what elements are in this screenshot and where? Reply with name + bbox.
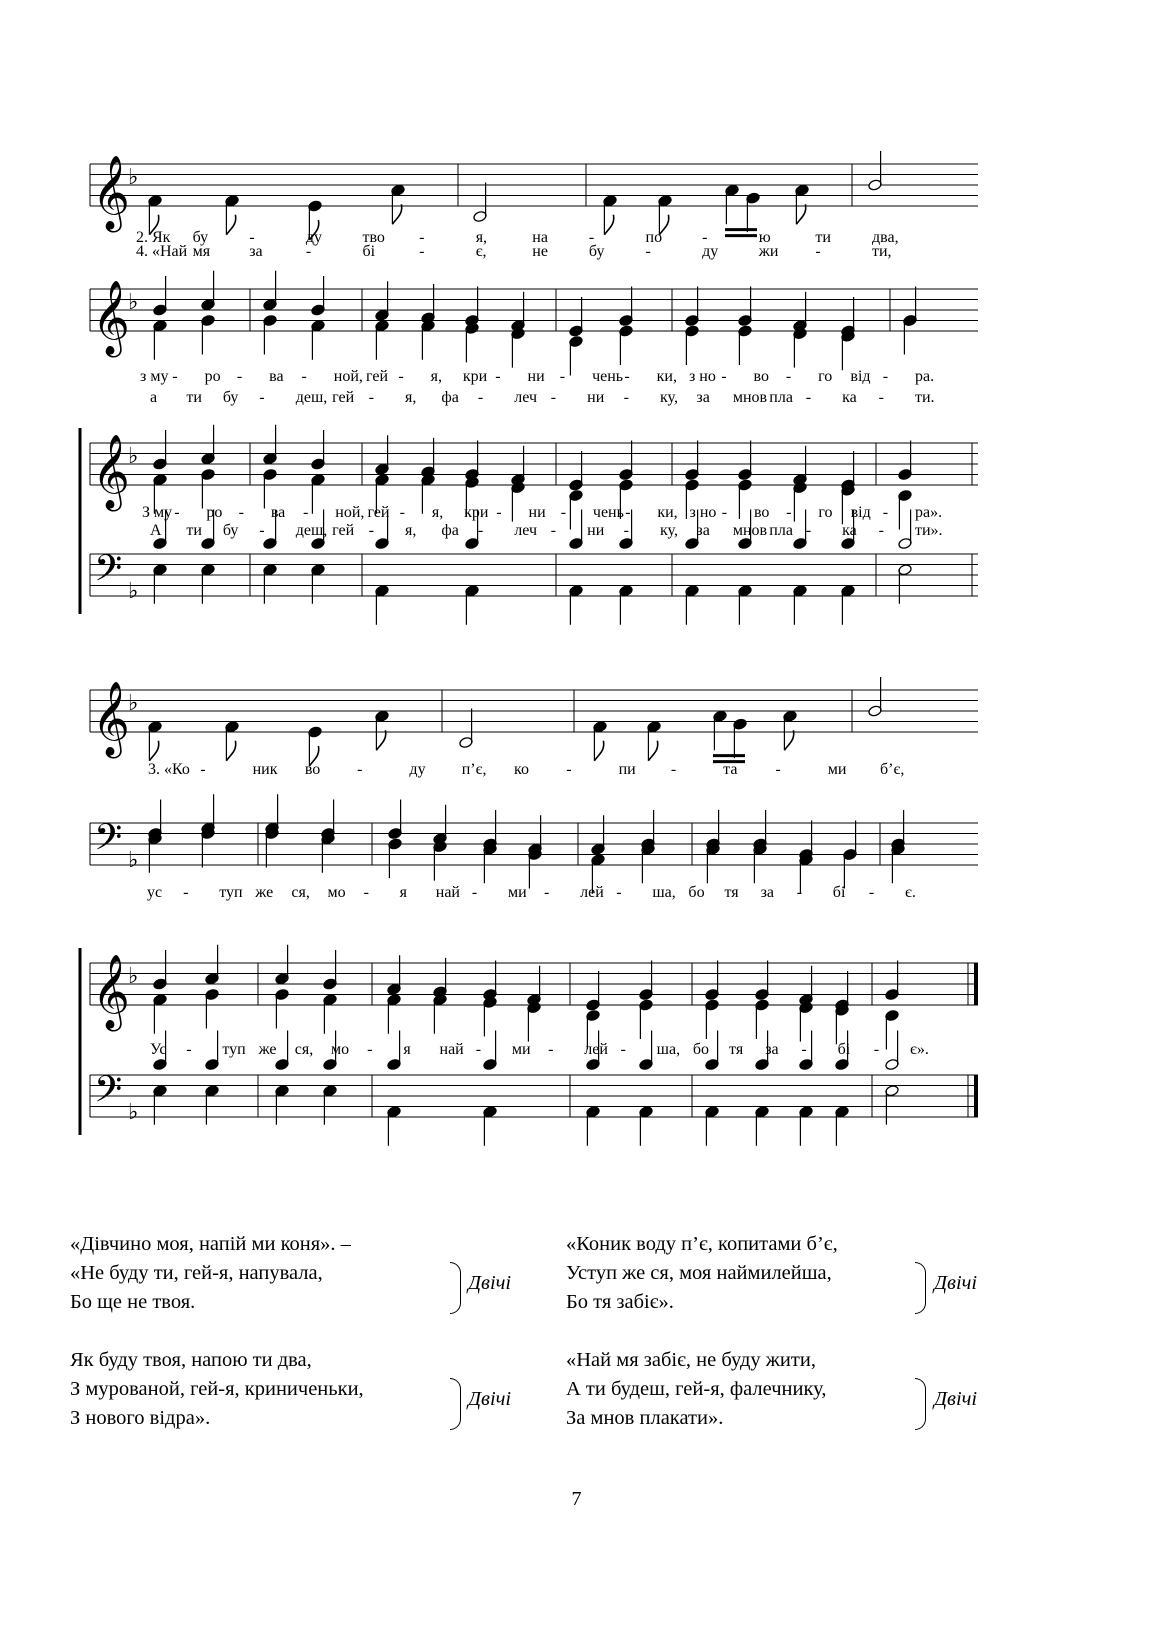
final-barline	[974, 1075, 978, 1117]
lyric-syllable: най	[439, 1041, 464, 1058]
lyric-syllable: ра.	[915, 368, 935, 385]
lyric-syllable: -	[786, 504, 792, 521]
verse-line: «Коник воду п’є, копитами б’є,	[566, 1233, 838, 1255]
lyric-syllable: -	[305, 243, 312, 260]
lyric-line	[150, 389, 935, 406]
lyric-syllable: ти.	[915, 389, 935, 406]
lyric-syllable: мнов	[732, 389, 768, 406]
repeat-label: Двічі	[934, 1388, 978, 1410]
lyric-syllable: від	[850, 368, 871, 385]
lyric-syllable: ду	[305, 229, 322, 246]
lyric-syllable: кри	[462, 368, 488, 385]
lyric-syllable: -	[805, 389, 812, 406]
lyric-syllable: -	[868, 884, 875, 901]
lyric-syllable: -	[475, 1041, 482, 1058]
lyric-syllable: туп	[219, 884, 243, 901]
lyric-line	[140, 368, 934, 385]
lyric-syllable: -	[645, 243, 651, 260]
lyric-syllable: -	[495, 368, 501, 385]
lyric-syllable: бі	[362, 243, 376, 260]
treble-clef-icon: 𝄞	[92, 281, 130, 355]
beam	[725, 228, 757, 231]
repeat-brace	[450, 1378, 461, 1430]
lyric-syllable: ной,	[333, 368, 363, 385]
lyric-syllable: я,	[475, 229, 488, 246]
lyric-syllable: деш,	[295, 389, 328, 406]
lyric-syllable: ни	[587, 389, 605, 406]
lyric-syllable: ва	[270, 504, 286, 521]
lyric-syllable: -	[368, 522, 374, 539]
lyric-syllable: ни	[528, 504, 546, 521]
lyric-syllable: -	[878, 389, 884, 406]
lyric-syllable: 4. «Най	[136, 243, 188, 260]
lyric-syllable: -	[548, 1041, 554, 1058]
lyric-syllable: я,	[431, 504, 444, 521]
lyric-syllable: -	[236, 368, 243, 385]
lyric-syllable: во	[753, 368, 769, 385]
lyric-syllable: же	[255, 884, 274, 901]
lyric-syllable: -	[624, 368, 630, 385]
lyric-syllable: -	[588, 229, 595, 246]
lyric-syllable: -	[471, 884, 478, 901]
verse-line: «Не буду ти, гей-я, напувала,	[70, 1262, 323, 1284]
lyric-syllable: ти».	[915, 522, 943, 539]
lyric-syllable: Ус	[150, 1041, 167, 1058]
lyric-syllable: ка	[842, 389, 857, 406]
beam	[725, 234, 757, 237]
lyric-syllable: -	[882, 368, 889, 385]
verse-line: Бо тя забіє».	[566, 1291, 674, 1313]
lyric-syllable: я,	[405, 522, 417, 539]
lyric-syllable: -	[670, 761, 677, 778]
verse-2	[70, 1346, 364, 1433]
lyric-syllable: -	[363, 884, 369, 901]
lyric-syllable: а	[150, 389, 158, 406]
lyric-syllable: же	[258, 1041, 277, 1058]
flat-sign-icon: ♭	[128, 964, 139, 989]
lyric-syllable: -	[815, 243, 821, 260]
lyric-line	[136, 243, 892, 260]
lyric-syllable: ти,	[872, 243, 892, 260]
page-number: 7	[571, 1488, 582, 1510]
lyric-syllable: во	[304, 761, 321, 778]
lyric-line	[148, 761, 904, 778]
lyric-syllable: тя	[724, 884, 739, 901]
lyric-syllable: леч	[514, 389, 538, 406]
staff	[90, 151, 978, 240]
lyric-syllable: за	[696, 389, 710, 406]
flat-sign-icon: ♭	[128, 444, 139, 469]
lyric-syllable: два,	[872, 229, 899, 246]
lyric-syllable: -	[721, 504, 728, 521]
lyric-syllable: пи	[618, 761, 636, 778]
lyric-syllable: -	[785, 368, 792, 385]
flat-sign-icon: ♭	[128, 165, 139, 190]
lyric-syllable: -	[303, 504, 309, 521]
lyric-syllable: гей	[332, 389, 355, 406]
lyric-syllable: З му	[142, 504, 173, 521]
lyric-syllable: -	[721, 368, 727, 385]
lyric-syllable: не	[532, 243, 548, 260]
lyric-syllable: ми	[507, 884, 527, 901]
lyric-syllable: бі	[837, 1041, 851, 1058]
lyric-syllable: -	[357, 761, 363, 778]
lyric-syllable: ник	[252, 761, 278, 778]
lyric-syllable: ку,	[660, 389, 678, 406]
lyric-syllable: -	[801, 1041, 807, 1058]
repeat-label: Двічі	[468, 1272, 512, 1294]
note-flag	[784, 730, 793, 750]
verse-line: З мурованой, гей-я, криниченьки,	[70, 1378, 364, 1400]
note-flag	[149, 741, 158, 761]
lyric-syllable: ро	[206, 504, 223, 521]
lyric-syllable: -	[702, 229, 708, 246]
lyric-syllable: го	[818, 504, 833, 521]
repeat-brace	[915, 1262, 926, 1314]
lyric-syllable: деш,	[295, 522, 328, 539]
note-flag	[392, 204, 401, 224]
lyric-syllable: мнов	[732, 522, 768, 539]
note-flag	[604, 215, 613, 235]
lyric-syllable: -	[419, 229, 425, 246]
lyric-syllable: -	[367, 1041, 373, 1058]
lyric-syllable: бу	[222, 389, 239, 406]
lyric-syllable: з но	[688, 368, 716, 385]
lyric-syllable: я	[403, 1041, 411, 1058]
verse-line: «Дівчино моя, напій ми коня». –	[70, 1233, 351, 1255]
lyric-syllable: ку,	[660, 522, 678, 539]
lyric-syllable: -	[805, 522, 812, 539]
lyric-syllable: ду	[409, 761, 426, 778]
lyric-syllable: ду	[702, 243, 719, 260]
lyric-syllable: з му	[140, 368, 169, 385]
staff	[90, 271, 978, 376]
lyric-syllable: ной,	[335, 504, 365, 521]
lyric-syllable: я	[399, 884, 408, 901]
note-flag	[594, 741, 603, 761]
lyric-syllable: -	[174, 504, 180, 521]
lyric-syllable: ко	[514, 761, 529, 778]
verse-4	[566, 1346, 827, 1433]
flat-sign-icon: ♭	[128, 290, 139, 315]
lyric-syllable: -	[172, 368, 178, 385]
flat-sign-icon: ♭	[128, 1100, 139, 1125]
lyric-syllable: -	[259, 389, 265, 406]
lyric-syllable: ша,	[656, 1041, 681, 1058]
flat-sign-icon: ♭	[128, 848, 139, 873]
lyric-syllable: -	[623, 389, 629, 406]
lyric-syllable: -	[477, 389, 484, 406]
lyric-syllable: гей	[366, 368, 389, 385]
verse-line: З нового відра».	[70, 1407, 211, 1429]
lyric-line	[150, 522, 943, 539]
lyric-syllable: -	[625, 504, 631, 521]
lyric-syllable: -	[882, 504, 889, 521]
repeat-brace	[450, 1262, 461, 1314]
lyric-syllable: ми	[511, 1041, 531, 1058]
lyric-syllable: -	[259, 522, 265, 539]
lyric-syllable: ни	[527, 368, 545, 385]
lyric-syllable: -	[559, 368, 566, 385]
lyric-syllable: є,	[475, 243, 487, 260]
lyric-syllable: від	[850, 504, 871, 521]
staff	[90, 794, 978, 894]
note-flag	[648, 741, 657, 761]
verse-line: Як буду твоя, напою ти два,	[70, 1349, 312, 1371]
lyric-syllable: чень	[592, 368, 624, 385]
verse-line: «Най мя забіє, не буду жити,	[566, 1349, 816, 1371]
lyric-syllable: ся,	[294, 1041, 314, 1058]
lyric-syllable: б’є,	[880, 761, 905, 778]
lyric-line	[147, 884, 916, 901]
lyric-syllable: -	[419, 243, 425, 260]
lyric-syllable: кри	[464, 504, 489, 521]
flat-sign-icon: ♭	[128, 579, 139, 604]
verse-line: Бо ще не твоя.	[70, 1291, 196, 1313]
lyric-syllable: -	[873, 1041, 880, 1058]
bass-clef-icon: 𝄢	[94, 1068, 123, 1120]
lyric-syllable: -	[477, 522, 484, 539]
lyric-syllable: ки,	[657, 504, 678, 521]
lyric-syllable: мя	[192, 243, 211, 260]
lyric-syllable: ми	[827, 761, 847, 778]
lyric-syllable: тя	[729, 1041, 744, 1058]
verse-line: За мнов плакати».	[566, 1407, 724, 1429]
lyric-syllable: є.	[905, 884, 916, 901]
lyric-syllable: п’є,	[461, 761, 487, 778]
lyric-syllable: мо	[327, 884, 346, 901]
lyric-syllable: фа	[441, 389, 459, 406]
lyric-syllable: я,	[430, 368, 442, 385]
note-flag	[226, 215, 235, 235]
treble-clef-icon: 𝄞	[92, 955, 130, 1029]
lyric-syllable: 2. Як	[136, 229, 171, 246]
lyric-syllable: ти	[186, 389, 202, 406]
lyric-syllable: -	[566, 761, 572, 778]
lyric-syllable: -	[623, 522, 629, 539]
lyric-syllable: -	[775, 761, 781, 778]
lyric-syllable: -	[496, 504, 502, 521]
lyric-syllable: най	[435, 884, 460, 901]
lyric-syllable: тво	[362, 229, 385, 246]
lyric-syllable: -	[398, 368, 404, 385]
lyric-syllable: ю	[758, 229, 771, 246]
note-flag	[796, 204, 805, 224]
lyric-syllable: ус	[147, 884, 163, 901]
repeat-label: Двічі	[468, 1388, 512, 1410]
lyric-syllable: ки,	[656, 368, 678, 385]
lyric-syllable: -	[301, 368, 307, 385]
lyric-syllable: фа	[441, 522, 459, 539]
lyric-syllable: та	[723, 761, 738, 778]
staff	[90, 945, 978, 1050]
lyric-syllable: бо	[688, 884, 705, 901]
lyric-syllable: -	[368, 389, 374, 406]
lyric-syllable: А	[150, 522, 162, 539]
treble-clef-icon: 𝄞	[92, 435, 130, 509]
treble-clef-icon: 𝄞	[92, 156, 130, 230]
lyric-syllable: -	[238, 504, 244, 521]
lyric-syllable: -	[200, 761, 206, 778]
lyric-syllable: з но	[689, 504, 717, 521]
verses-section	[0, 1230, 1153, 1430]
treble-clef-icon: 𝄞	[92, 682, 130, 756]
lyric-syllable: ти	[815, 229, 831, 246]
lyric-syllable: пла	[769, 522, 793, 539]
lyric-syllable: -	[616, 884, 622, 901]
lyric-syllable: ша,	[652, 884, 676, 901]
lyric-syllable: ро	[204, 368, 221, 385]
lyric-syllable: за	[696, 522, 710, 539]
lyric-syllable: за	[249, 243, 263, 260]
lyric-syllable: чень	[592, 504, 624, 521]
lyric-syllable: за	[765, 1041, 779, 1058]
lyric-syllable: бі	[832, 884, 846, 901]
verse-1	[70, 1230, 351, 1317]
lyric-syllable: бу	[222, 522, 239, 539]
lyric-syllable: я,	[405, 389, 417, 406]
lyric-line	[142, 504, 942, 521]
lyric-syllable: бу	[588, 243, 605, 260]
verse-3	[566, 1230, 838, 1317]
lyric-syllable: -	[550, 522, 557, 539]
note-flag	[376, 730, 385, 750]
lyric-syllable: ка	[842, 522, 857, 539]
lyric-syllable: є».	[910, 1041, 929, 1058]
lyric-syllable: ни	[587, 522, 605, 539]
lyric-syllable: во	[753, 504, 770, 521]
verse-line: Уступ же ся, моя наймилейша,	[566, 1262, 832, 1284]
lyric-syllable: ся,	[291, 884, 310, 901]
beam	[713, 754, 745, 757]
repeat-brace	[915, 1378, 926, 1430]
lyric-syllable: -	[249, 229, 255, 246]
lyric-syllable: -	[399, 504, 405, 521]
lyric-syllable: леч	[514, 522, 538, 539]
lyric-syllable: на	[532, 229, 548, 246]
lyric-syllable: по	[645, 229, 663, 246]
note-flag	[226, 741, 235, 761]
lyric-syllable: -	[620, 1041, 626, 1058]
lyric-syllable: бу	[192, 229, 209, 246]
lyric-syllable: го	[818, 368, 833, 385]
bass-clef-icon: 𝄢	[94, 547, 123, 599]
lyric-syllable: -	[796, 884, 803, 901]
bass-clef-icon: 𝄢	[94, 816, 123, 868]
flat-sign-icon: ♭	[128, 691, 139, 716]
lyric-syllable: ра».	[915, 504, 943, 521]
verse-line: А ти будеш, гей-я, фалечнику,	[566, 1378, 827, 1400]
lyric-syllable: -	[183, 884, 189, 901]
staff	[90, 677, 978, 766]
lyric-syllable: бо	[692, 1041, 709, 1058]
lyric-syllable: -	[878, 522, 884, 539]
lyric-syllable: пла	[769, 389, 793, 406]
lyric-syllable: -	[550, 389, 557, 406]
lyric-syllable: лей	[580, 884, 604, 901]
lyric-syllable: лей	[584, 1041, 608, 1058]
lyric-syllable: туп	[222, 1041, 246, 1058]
lyric-syllable: гей	[367, 504, 390, 521]
lyric-syllable: -	[186, 1041, 192, 1058]
repeat-label: Двічі	[934, 1272, 978, 1294]
lyric-syllable: -	[544, 884, 550, 901]
lyric-syllable: -	[560, 504, 567, 521]
lyric-syllable: 3. «Ко	[148, 761, 190, 778]
lyric-syllable: ва	[269, 368, 284, 385]
final-barline	[974, 963, 978, 1005]
lyric-syllable: за	[760, 884, 775, 901]
lyric-syllable: жи	[758, 243, 779, 260]
lyric-syllable: мо	[330, 1041, 350, 1058]
lyric-syllable: гей	[332, 522, 355, 539]
lyric-syllable: ти	[186, 522, 202, 539]
